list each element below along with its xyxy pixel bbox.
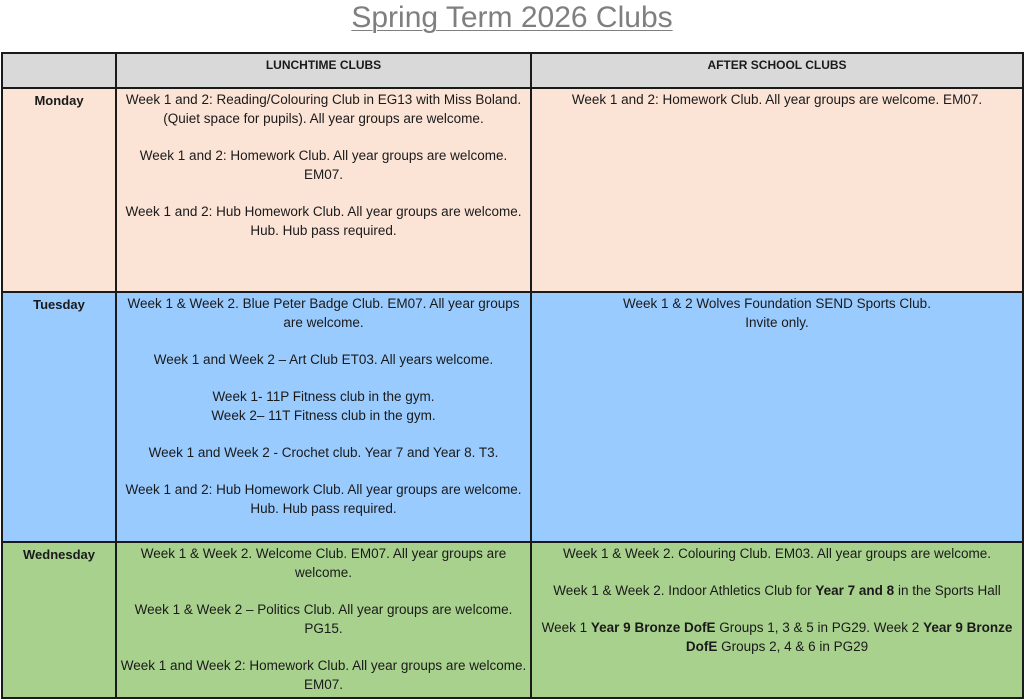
wednesday-lunch-entry-1: Week 1 & Week 2. Welcome Club. EM07. All year groups are welcome. (140, 546, 507, 580)
tuesday-after-entry-2: Invite only. (745, 315, 809, 330)
athletics-text-1: Week 1 & Week 2. Indoor Athletics Club for (553, 583, 816, 598)
dofe-bold-2: Year 9 Bronze DofE (685, 620, 1013, 654)
wednesday-lunch-entry-2: Week 1 & Week 2 – Politics Club. All year groups are welcome. PG15. (134, 602, 513, 636)
day-monday: Monday (2, 88, 116, 292)
row-monday (2, 88, 1023, 292)
tuesday-lunch-entry-5: Week 1 and 2: Hub Homework Club. All year groups are welcome. Hub. Hub pass required. (125, 482, 522, 516)
monday-after-entry-1: Week 1 and 2: Homework Club. All year groups are welcome. EM07. (571, 92, 983, 107)
header-blank-cell (2, 53, 116, 88)
row-tuesday (2, 292, 1023, 542)
wednesday-after-dofe (534, 618, 1020, 656)
page-title-text: Spring Term 2026 Clubs (351, 1, 673, 34)
tuesday-lunch-cell (116, 292, 531, 542)
wednesday-after-cell (531, 542, 1023, 698)
tuesday-fitness-week1: Week 1- 11P Fitness club in the gym. (212, 389, 435, 404)
wednesday-after-athletics (534, 581, 1020, 600)
monday-after-cell (531, 88, 1023, 292)
monday-lunch-entry-2: Week 1 and 2: Homework Club. All year groups are welcome. EM07. (139, 148, 508, 182)
wednesday-lunch-cell (116, 542, 531, 698)
dofe-text-1: Week 1 (541, 620, 591, 635)
tuesday-fitness-week2: Week 2– 11T Fitness club in the gym. (211, 408, 436, 423)
page-title (0, 0, 1024, 36)
wednesday-after-colouring: Week 1 & Week 2. Colouring Club. EM03. All year groups are welcome. (563, 546, 991, 561)
tuesday-lunch-entry-3 (119, 387, 528, 425)
athletics-year-groups: Year 7 and 8 (815, 583, 895, 598)
tuesday-lunch-entry-4: Week 1 and Week 2 - Crochet club. Year 7 and Year 8. T3. (148, 445, 499, 460)
monday-lunch-entry-3: Week 1 and 2: Hub Homework Club. All year groups are welcome. Hub. Hub pass required. (125, 204, 522, 238)
dofe-text-2: Groups 1, 3 & 5 in PG29. Week 2 (715, 620, 924, 635)
header-after-school: AFTER SCHOOL CLUBS (531, 53, 1023, 88)
day-tuesday: Tuesday (2, 292, 116, 542)
day-wednesday: Wednesday (2, 542, 116, 698)
header-row (2, 53, 1023, 88)
clubs-table (1, 52, 1024, 699)
dofe-text-3: Groups 2, 4 & 6 in PG29 (717, 639, 869, 654)
athletics-text-2: in the Sports Hall (894, 583, 1001, 598)
row-wednesday (2, 542, 1023, 698)
tuesday-lunch-entry-2: Week 1 and Week 2 – Art Club ET03. All years welcome. (153, 352, 494, 367)
tuesday-after-cell (531, 292, 1023, 542)
dofe-bold-1: Year 9 Bronze DofE (590, 620, 716, 635)
monday-lunch-entry-1: Week 1 and 2: Reading/Colouring Club in EG13 with Miss Boland. (Quiet space for pupils). All year groups are welcome. (125, 92, 522, 126)
tuesday-lunch-entry-1: Week 1 & Week 2. Blue Peter Badge Club. EM07. All year groups are welcome. (127, 296, 520, 330)
wednesday-lunch-entry-3: Week 1 and Week 2: Homework Club. All year groups are welcome. EM07. (120, 658, 527, 692)
monday-lunch-cell (116, 88, 531, 292)
header-lunchtime: LUNCHTIME CLUBS (116, 53, 531, 88)
tuesday-after-entry-1: Week 1 & 2 Wolves Foundation SEND Sports Club. (623, 296, 931, 311)
